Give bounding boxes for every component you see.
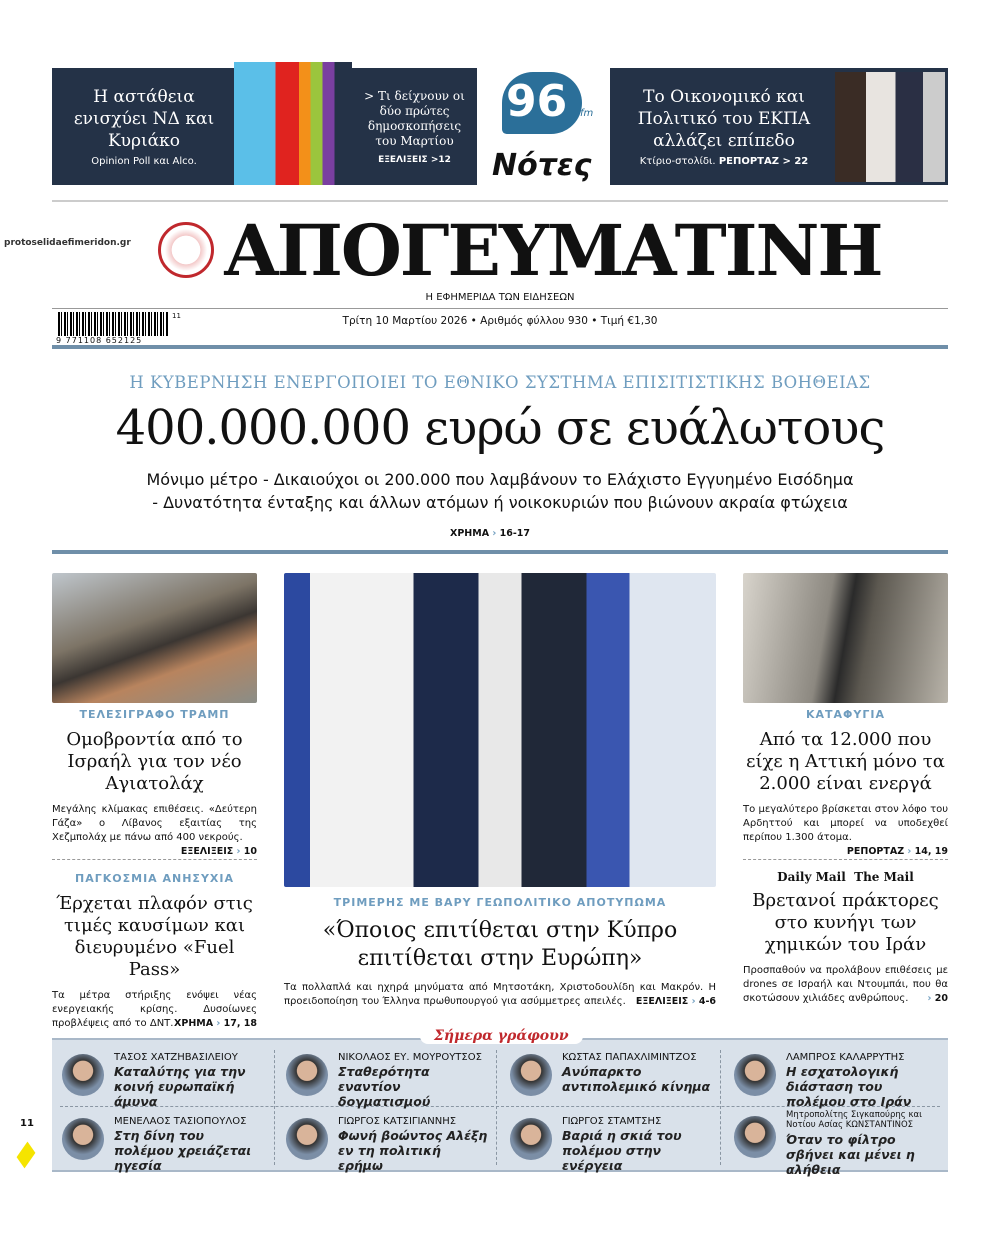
- poll-figures-image: [234, 62, 352, 185]
- author-avatar: [286, 1118, 328, 1160]
- article-headline[interactable]: Από τα 12.000 που είχε η Αττική μόνο τα 2.000 είναι ενεργά: [746, 729, 945, 794]
- opinion-headline: Ανύπαρκτο αντιπολεμικό κίνημα: [562, 1064, 711, 1094]
- lead-headline[interactable]: 400.000.000 ευρώ σε ευάλωτους: [115, 400, 885, 456]
- author-avatar: [62, 1118, 104, 1160]
- lead-sub1: Μόνιμο μέτρο - Δικαιούχοι οι 200.000 που λαμβάνουν το Ελάχιστο Εγγυημένο Εισόδημα: [146, 470, 854, 489]
- divider: [52, 345, 948, 349]
- article-ref[interactable]: ΕΞΕΛΙΞΕΙΣ › 4-6: [635, 996, 716, 1007]
- article-kicker: ΠΑΓΚΟΣΜΙΑ ΑΝΗΣΥΧΙΑ: [75, 872, 234, 885]
- divider: [743, 859, 948, 860]
- leaders-photo: [284, 573, 716, 887]
- author-name: ΝΙΚΟΛΑΟΣ ΕΥ. ΜΟΥΡΟΥΤΣΟΣ: [338, 1052, 482, 1063]
- shelter-photo: [743, 573, 948, 703]
- banner-right-byline: [640, 156, 809, 167]
- opinion-item[interactable]: [276, 1046, 482, 1109]
- banner-left-teaser: > Τι δείχνουν οι δύο πρώτες δημοσκοπήσεις του Μαρτίου: [364, 88, 465, 148]
- opinion-item[interactable]: [52, 1046, 252, 1109]
- article-text: Τα μέτρα στήριξης ενόψει νέας ενεργειακής κρίσης. Δυσοίωνες προβλέψεις από το ΔΝΤ.: [52, 990, 257, 1029]
- banner-left-title: Η αστάθεια ενισχύει ΝΔ και Κυριάκο: [73, 87, 215, 151]
- article-kicker: ΤΡΙΜΕΡΗΣ ΜΕ ΒΑΡΥ ΓΕΩΠΟΛΙΤΙΚΟ ΑΠΟΤΥΠΩΜΑ: [333, 896, 667, 909]
- author-avatar: [734, 1116, 776, 1158]
- author-name: ΛΑΜΠΡΟΣ ΚΑΛΑΡΡΥΤΗΣ: [786, 1052, 905, 1063]
- lead-sub2: - Δυνατότητα ένταξης και άλλων ατόμων ή νοικοκυριών που βιώνουν ακραία φτώχεια: [152, 493, 848, 512]
- article-kicker: ΚΑΤΑΦΥΓΙΑ: [806, 708, 885, 721]
- article-headline[interactable]: «Όποιος επιτίθεται στην Κύπρο επιτίθεται στην Ευρώπη»: [322, 918, 678, 971]
- ref-section: ΕΞΕΛΙΞΕΙΣ: [180, 846, 234, 857]
- radio-name: Νότες: [492, 148, 592, 183]
- daily-mail-logos: [743, 870, 948, 884]
- author-avatar: [62, 1054, 104, 1096]
- ref-section: ΕΞΕΛΙΞΕΙΣ: [635, 996, 689, 1007]
- masthead-title: ΑΠΟΓΕΥΜΑΤΙΝΗ: [224, 209, 882, 292]
- author-name: ΜΕΝΕΛΑΟΣ ΤΑΣΙΟΠΟΥΛΟΣ: [114, 1116, 247, 1127]
- author-name: ΤΑΣΟΣ ΧΑΤΖΗΒΑΣΙΛΕΙΟΥ: [114, 1052, 238, 1063]
- article-ref[interactable]: ΧΡΗΜΑ › 17, 18: [174, 1018, 257, 1029]
- opinion-item[interactable]: [500, 1110, 700, 1173]
- banner-left[interactable]: [52, 68, 477, 185]
- banner-right[interactable]: [610, 68, 948, 185]
- divider: [52, 200, 948, 202]
- article-kicker: ΤΕΛΕΣΙΓΡΑΦΟ ΤΡΑΜΠ: [79, 708, 230, 721]
- divider: [274, 1050, 275, 1165]
- article-ref[interactable]: ΕΞΕΛΙΞΕΙΣ › 10: [180, 846, 257, 857]
- opinion-headline: Όταν το φίλτρο σβήνει και μένει η αλήθεια: [786, 1132, 915, 1177]
- author-name: ΓΙΩΡΓΟΣ ΚΑΤΣΙΓΙΑΝΝΗΣ: [338, 1116, 457, 1127]
- opinion-headline: Η εσχατολογική διάσταση του πολέμου στο Ιράν: [786, 1064, 912, 1109]
- article-body: [743, 964, 948, 1006]
- opinion-item[interactable]: [724, 1108, 924, 1177]
- page-edge-number: 11: [20, 1118, 34, 1129]
- banner-right-sub: Κτίριο-στολίδι.: [639, 156, 716, 167]
- opinion-item[interactable]: [724, 1046, 924, 1109]
- author-name: Μητροπολίτης Σιγκαπούρης και Νοτίου Ασίας ΚΩΝΣΤΑΝΤΙΝΟΣ: [786, 1110, 922, 1130]
- barcode: [58, 312, 168, 336]
- banner-right-ref: ΡΕΠΟΡΤΑΖ > 22: [718, 156, 809, 167]
- banner-left-text: [60, 68, 228, 185]
- opinion-headline: Βαριά η σκιά του πολέμου στην ενέργεια: [562, 1128, 682, 1173]
- banner-right-title: Το Οικονομικό και Πολιτικό του ΕΚΠΑ αλλάζει επίπεδο: [637, 87, 811, 151]
- lead-ref[interactable]: ΧΡΗΜΑ › 16-17: [450, 528, 530, 539]
- author-avatar: [510, 1118, 552, 1160]
- banner-left-sub: Opinion Poll και Alco.: [91, 156, 197, 167]
- opinion-headline: Στη δίνη του πολέμου χρειάζεται ηγεσία: [114, 1128, 252, 1173]
- article-text: Μεγάλης κλίμακας επιθέσεις. «Δεύτερη Γάζα» ο Λίβανος εξαιτίας της Χεζμπολάχ με πάνω από 400 νεκρούς.: [52, 804, 257, 843]
- article-ref[interactable]: ΡΕΠΟΡΤΑΖ › 14, 19: [846, 846, 948, 857]
- yellow-diamond-icon: [17, 1142, 36, 1169]
- banner-left-ref: ΕΞΕΛΙΞΕΙΣ >12: [378, 154, 451, 165]
- article-text: Τα πολλαπλά και ηχηρά μηνύματα από Μητσοτάκη, Χριστοδουλίδη και Μακρόν. Η προειδοποίηση του Έλληνα πρωθυπουργού για ασύμμετρες απειλές.: [284, 982, 716, 1007]
- barcode-number: 9 771108 652125: [56, 336, 143, 345]
- opinion-headline: Καταλύτης για την κοινή ευρωπαϊκή άμυνα: [114, 1064, 246, 1109]
- author-name: ΓΙΩΡΓΟΣ ΣΤΑΜΤΣΗΣ: [562, 1116, 662, 1127]
- opinion-headline: Σταθερότητα εναντίον δογματισμού: [338, 1064, 431, 1109]
- opinion-box: [52, 1028, 948, 1177]
- author-name: ΚΩΣΤΑΣ ΠΑΠΑΧΛΙΜΙΝΤΖΟΣ: [562, 1052, 697, 1063]
- article-headline[interactable]: Ομοβροντία από το Ισραήλ για τον νέο Αγιατολάχ: [66, 729, 243, 794]
- banner-right-text: [616, 68, 832, 185]
- ref-section: ΧΡΗΜΑ: [174, 1018, 214, 1029]
- banner-left-teaser-block: [357, 68, 472, 185]
- article-text: Προσπαθούν να προλάβουν επιθέσεις με drones σε Ισραήλ και Ντουμπάι, που θα σκοτώσουν χιλιάδες ανθρώπους.: [743, 965, 948, 1004]
- ref-pages: 10: [243, 846, 257, 857]
- article-headline[interactable]: Έρχεται πλαφόν στις τιμές καυσίμων και διευρυμένο «Fuel Pass»: [56, 893, 253, 980]
- opinion-item[interactable]: [500, 1046, 711, 1102]
- article-text: Το μεγαλύτερο βρίσκεται στον λόφο του Αρδηττού και μπορεί να υποδεχθεί περίπου 1.300 άτομα.: [743, 804, 948, 843]
- ref-pages: 4-6: [698, 996, 716, 1007]
- article-body: [52, 803, 257, 857]
- ref-section: ΡΕΠΟΡΤΑΖ: [846, 846, 905, 857]
- article-body: [284, 981, 716, 1009]
- article-ref[interactable]: › 20: [927, 993, 948, 1004]
- daily-mail-logo: Daily Mail: [777, 870, 846, 884]
- masthead-tagline: Η ΕΦΗΜΕΡΙΔΑ ΤΩΝ ΕΙΔΗΣΕΩΝ: [425, 292, 575, 303]
- author-avatar: [510, 1054, 552, 1096]
- the-mail-logo: The Mail: [854, 870, 914, 884]
- divider: [52, 859, 257, 860]
- owl-emblem-logo: [158, 222, 214, 278]
- explosion-photo: [52, 573, 257, 703]
- watermark: protoselidaefimeridon.gr: [4, 238, 131, 248]
- article-headline[interactable]: Βρετανοί πράκτορες στο κυνήγι των χημικών του Ιράν: [752, 890, 939, 955]
- divider: [720, 1050, 721, 1165]
- divider: [52, 550, 948, 554]
- article-body: [52, 989, 257, 1031]
- dateline: Τρίτη 10 Μαρτίου 2026 • Αριθμός φύλλου 930 • Τιμή €1,30: [342, 315, 658, 327]
- radio-96-notes-logo[interactable]: [490, 70, 600, 185]
- author-avatar: [286, 1054, 328, 1096]
- ref-section: ΧΡΗΜΑ: [450, 528, 490, 539]
- ref-pages: 14, 19: [914, 846, 948, 857]
- opinion-item[interactable]: [52, 1110, 252, 1173]
- divider: [52, 308, 948, 309]
- opinion-item[interactable]: [276, 1110, 488, 1173]
- lead-kicker: Η ΚΥΒΕΡΝΗΣΗ ΕΝΕΡΓΟΠΟΙΕΙ ΤΟ ΕΘΝΙΚΟ ΣΥΣΤΗΜΑ ΕΠΙΣΙΤΙΣΤΙΚΗΣ ΒΟΗΘΕΙΑΣ: [129, 373, 871, 392]
- ref-pages: 20: [934, 993, 948, 1004]
- barcode-addon: 11: [172, 312, 181, 320]
- article-body: [743, 803, 948, 857]
- radio-fm: fm: [580, 108, 594, 119]
- opinion-title: Σήμερα γράφουν: [420, 1028, 583, 1044]
- radio-number: 96: [506, 76, 568, 127]
- author-avatar: [734, 1054, 776, 1096]
- ribbon-cutting-photo: [835, 72, 945, 182]
- ref-pages: 17, 18: [223, 1018, 257, 1029]
- ref-pages: 16-17: [499, 528, 530, 539]
- opinion-headline: Φωνή βοώντος Αλέξη εν τη πολιτική ερήμω: [338, 1128, 488, 1173]
- divider: [496, 1050, 497, 1165]
